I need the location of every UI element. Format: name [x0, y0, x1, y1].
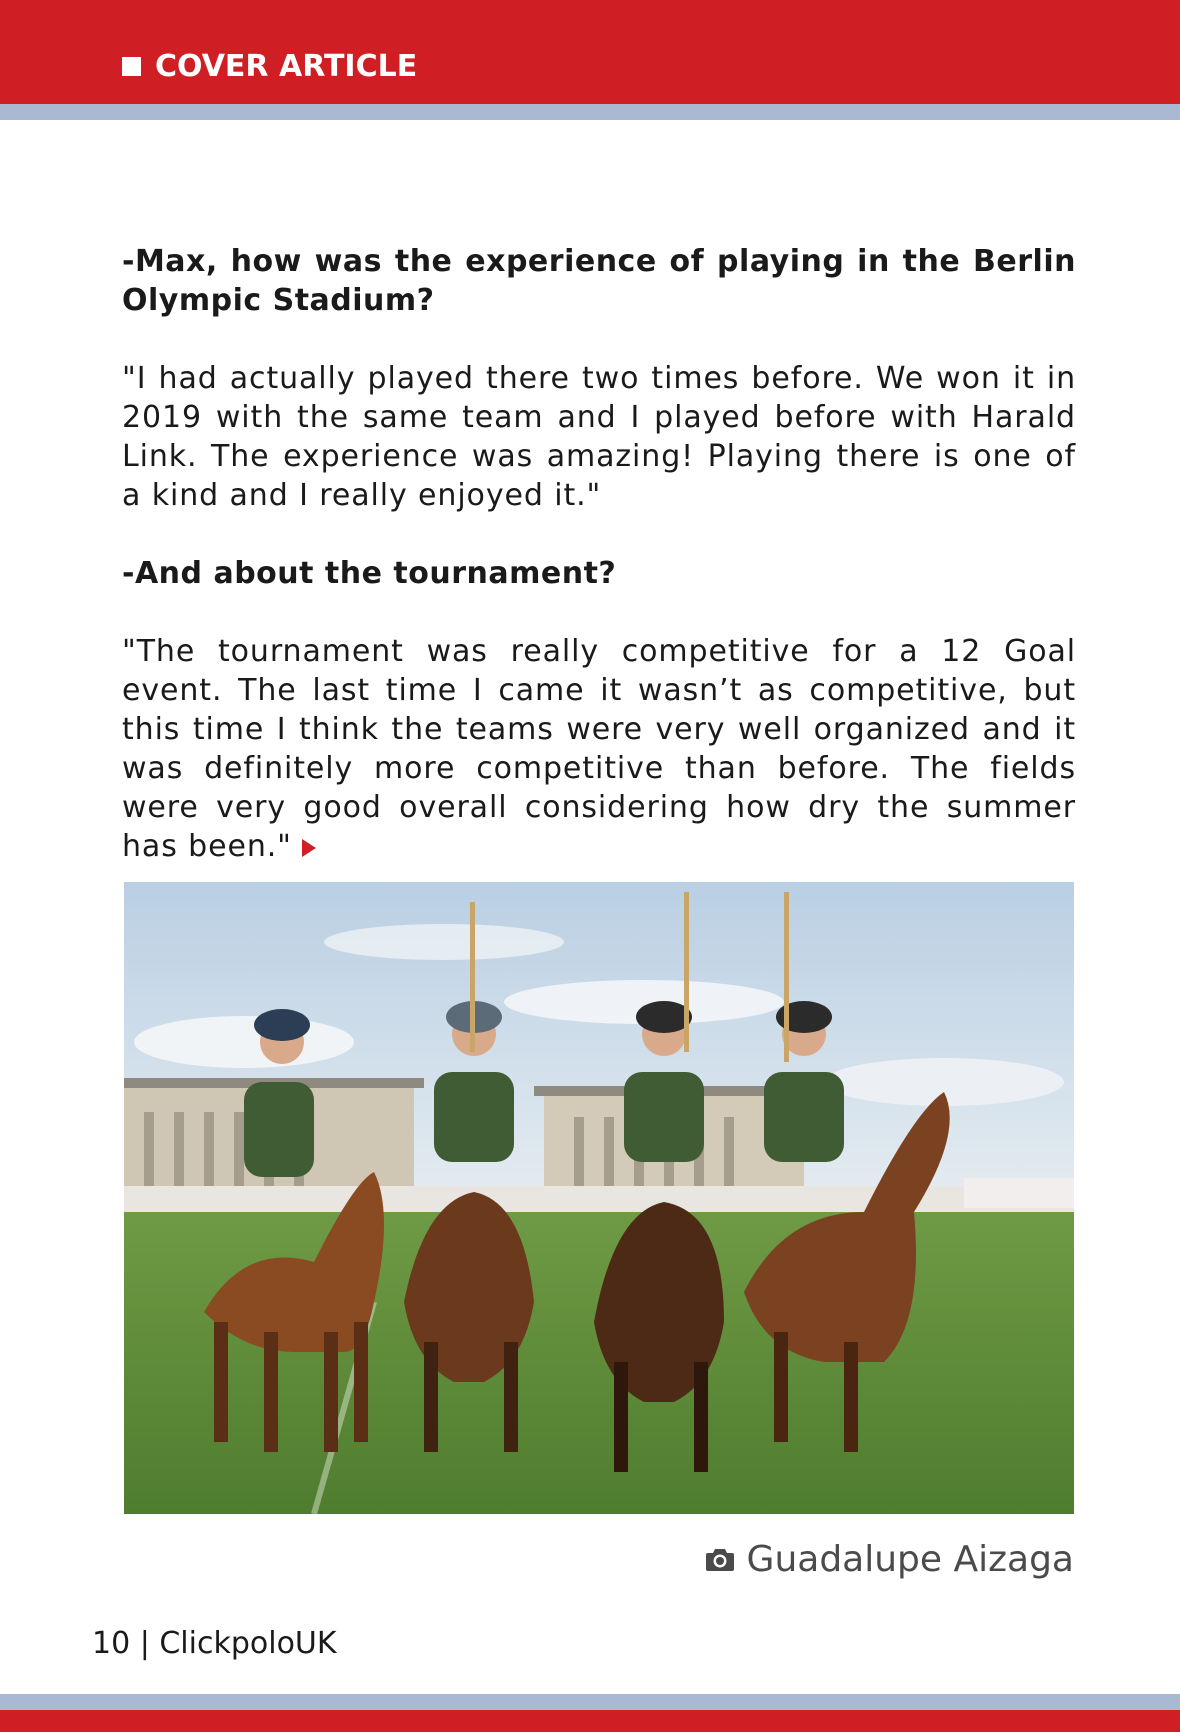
team-photo — [124, 882, 1074, 1514]
camera-icon — [705, 1546, 735, 1572]
photo-credit — [705, 1536, 1074, 1582]
question-1: -Max, how was the experience of playing in the Berlin Olympic Stadium? — [122, 244, 1076, 318]
square-bullet-icon — [122, 57, 141, 76]
answer-2 — [122, 632, 1076, 866]
footer-bar — [0, 1710, 1180, 1732]
section-label — [122, 46, 417, 86]
article-body — [122, 242, 1076, 866]
footer-stripe — [0, 1694, 1180, 1710]
photo-credit-name: Guadalupe Aizaga — [746, 1538, 1074, 1580]
header-stripe — [0, 104, 1180, 120]
section-label-text: COVER ARTICLE — [155, 48, 418, 84]
question-2: -And about the tournament? — [122, 556, 617, 591]
page-footer: 10 | ClickpoloUK — [92, 1626, 337, 1661]
answer-1: "I had actually played there two times before. We won it in 2019 with the same team and I played before with Harald Link. The experience was amazing! Playing there is one of a kind and I really enjoyed it." — [122, 361, 1076, 513]
answer-2-text: "The tournament was really competitive for a 12 Goal event. The last time I came it wasn’t as competitive, but this time I think the teams were very well organized and it was definitely more competitive than before. The fields were very good overall considering how dry the summer has been." — [122, 634, 1076, 864]
end-of-article-icon — [302, 839, 316, 857]
